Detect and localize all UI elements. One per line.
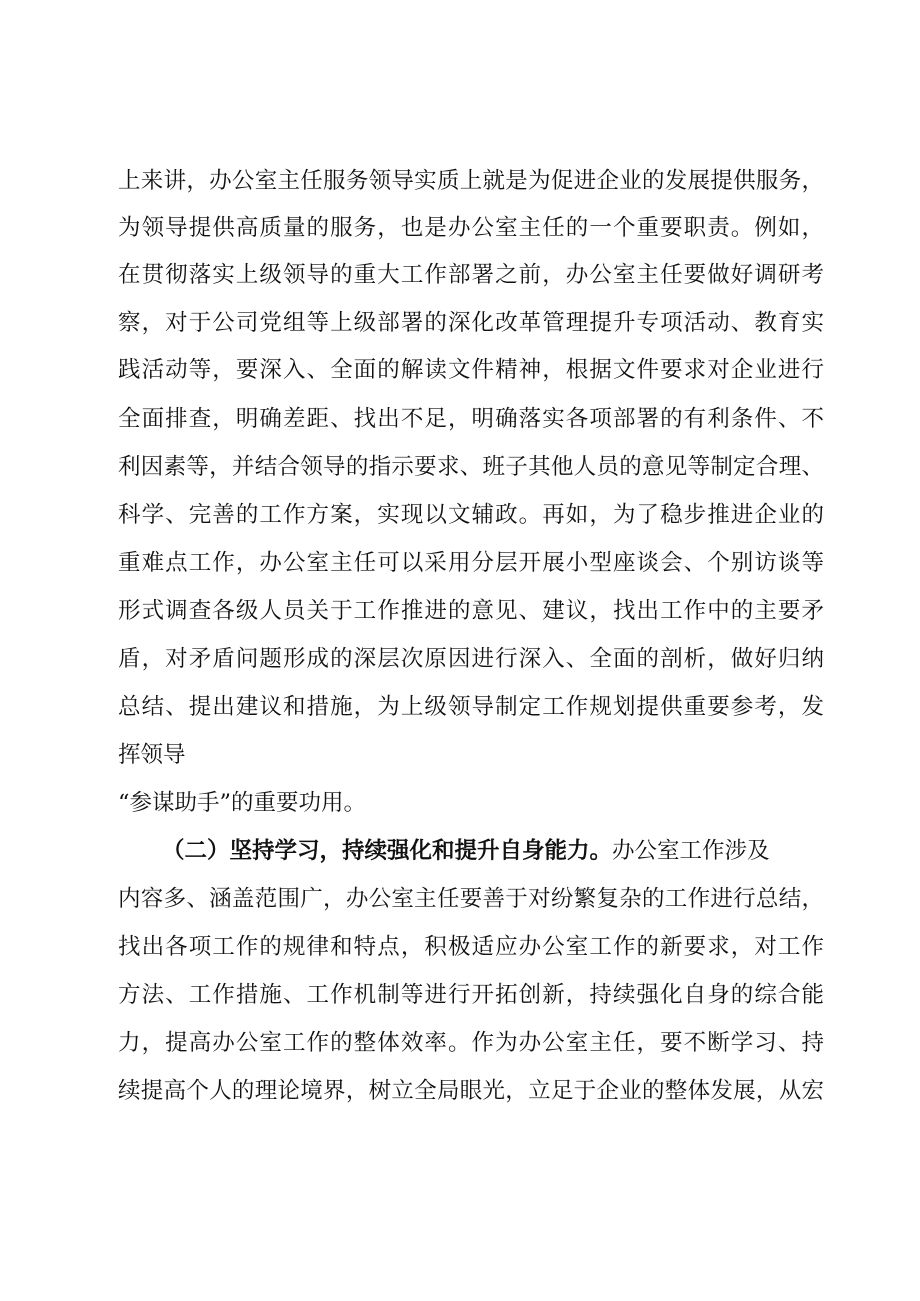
paragraph-line: 践活动等，要深入、全面的解读文件精神，根据文件要求对企业进行 xyxy=(118,357,824,383)
paragraph-line: 在贯彻落实上级领导的重大工作部署之前，办公室主任要做好调研考 xyxy=(118,262,824,288)
paragraph-line: 续提高个人的理论境界，树立全局眼光，立足于企业的整体发展，从宏 xyxy=(118,1078,824,1104)
paragraph-line: 内容多、涵盖范围广，办公室主任要善于对纷繁复杂的工作进行总结， xyxy=(118,886,824,912)
paragraph-line: 盾，对矛盾问题形成的深层次原因进行深入、全面的剖析，做好归纳 xyxy=(118,646,824,672)
paragraph-line: 总结、提出建议和措施，为上级领导制定工作规划提供重要参考，发 xyxy=(118,694,824,720)
paragraph-line: 找出各项工作的规律和特点，积极适应办公室工作的新要求，对工作 xyxy=(118,934,824,960)
section-heading: （二）坚持学习，持续强化和提升自身能力。 xyxy=(162,838,613,864)
paragraph-line: 利因素等，并结合领导的指示要求、班子其他人员的意见等制定合理、 xyxy=(118,454,824,480)
paragraph-line: 形式调查各级人员关于工作推进的意见、建议，找出工作中的主要矛 xyxy=(118,598,824,624)
paragraph-line: 为领导提供高质量的服务，也是办公室主任的一个重要职责。例如， xyxy=(118,215,824,241)
paragraph-line: “参谋助手”的重要功用。 xyxy=(118,790,367,816)
paragraph-line: 重难点工作，办公室主任可以采用分层开展小型座谈会、个别访谈等 xyxy=(118,550,824,576)
paragraph-line: 科学、完善的工作方案，实现以文辅政。再如，为了稳步推进企业的 xyxy=(118,502,824,528)
paragraph-line: 察，对于公司党组等上级部署的深化改革管理提升专项活动、教育实 xyxy=(118,310,824,336)
paragraph-line: 全面排查，明确差距、找出不足，明确落实各项部署的有利条件、不 xyxy=(118,406,824,432)
section-heading-line xyxy=(162,836,770,866)
paragraph-line: 方法、工作措施、工作机制等进行开拓创新，持续强化自身的综合能 xyxy=(118,982,824,1008)
paragraph-line: 挥领导 xyxy=(118,742,186,768)
section-heading-continuation: 办公室工作涉及 xyxy=(612,838,770,864)
paragraph-line: 上来讲，办公室主任服务领导实质上就是为促进企业的发展提供服务， xyxy=(118,168,824,194)
paragraph-line: 力，提高办公室工作的整体效率。作为办公室主任，要不断学习、持 xyxy=(118,1030,824,1056)
